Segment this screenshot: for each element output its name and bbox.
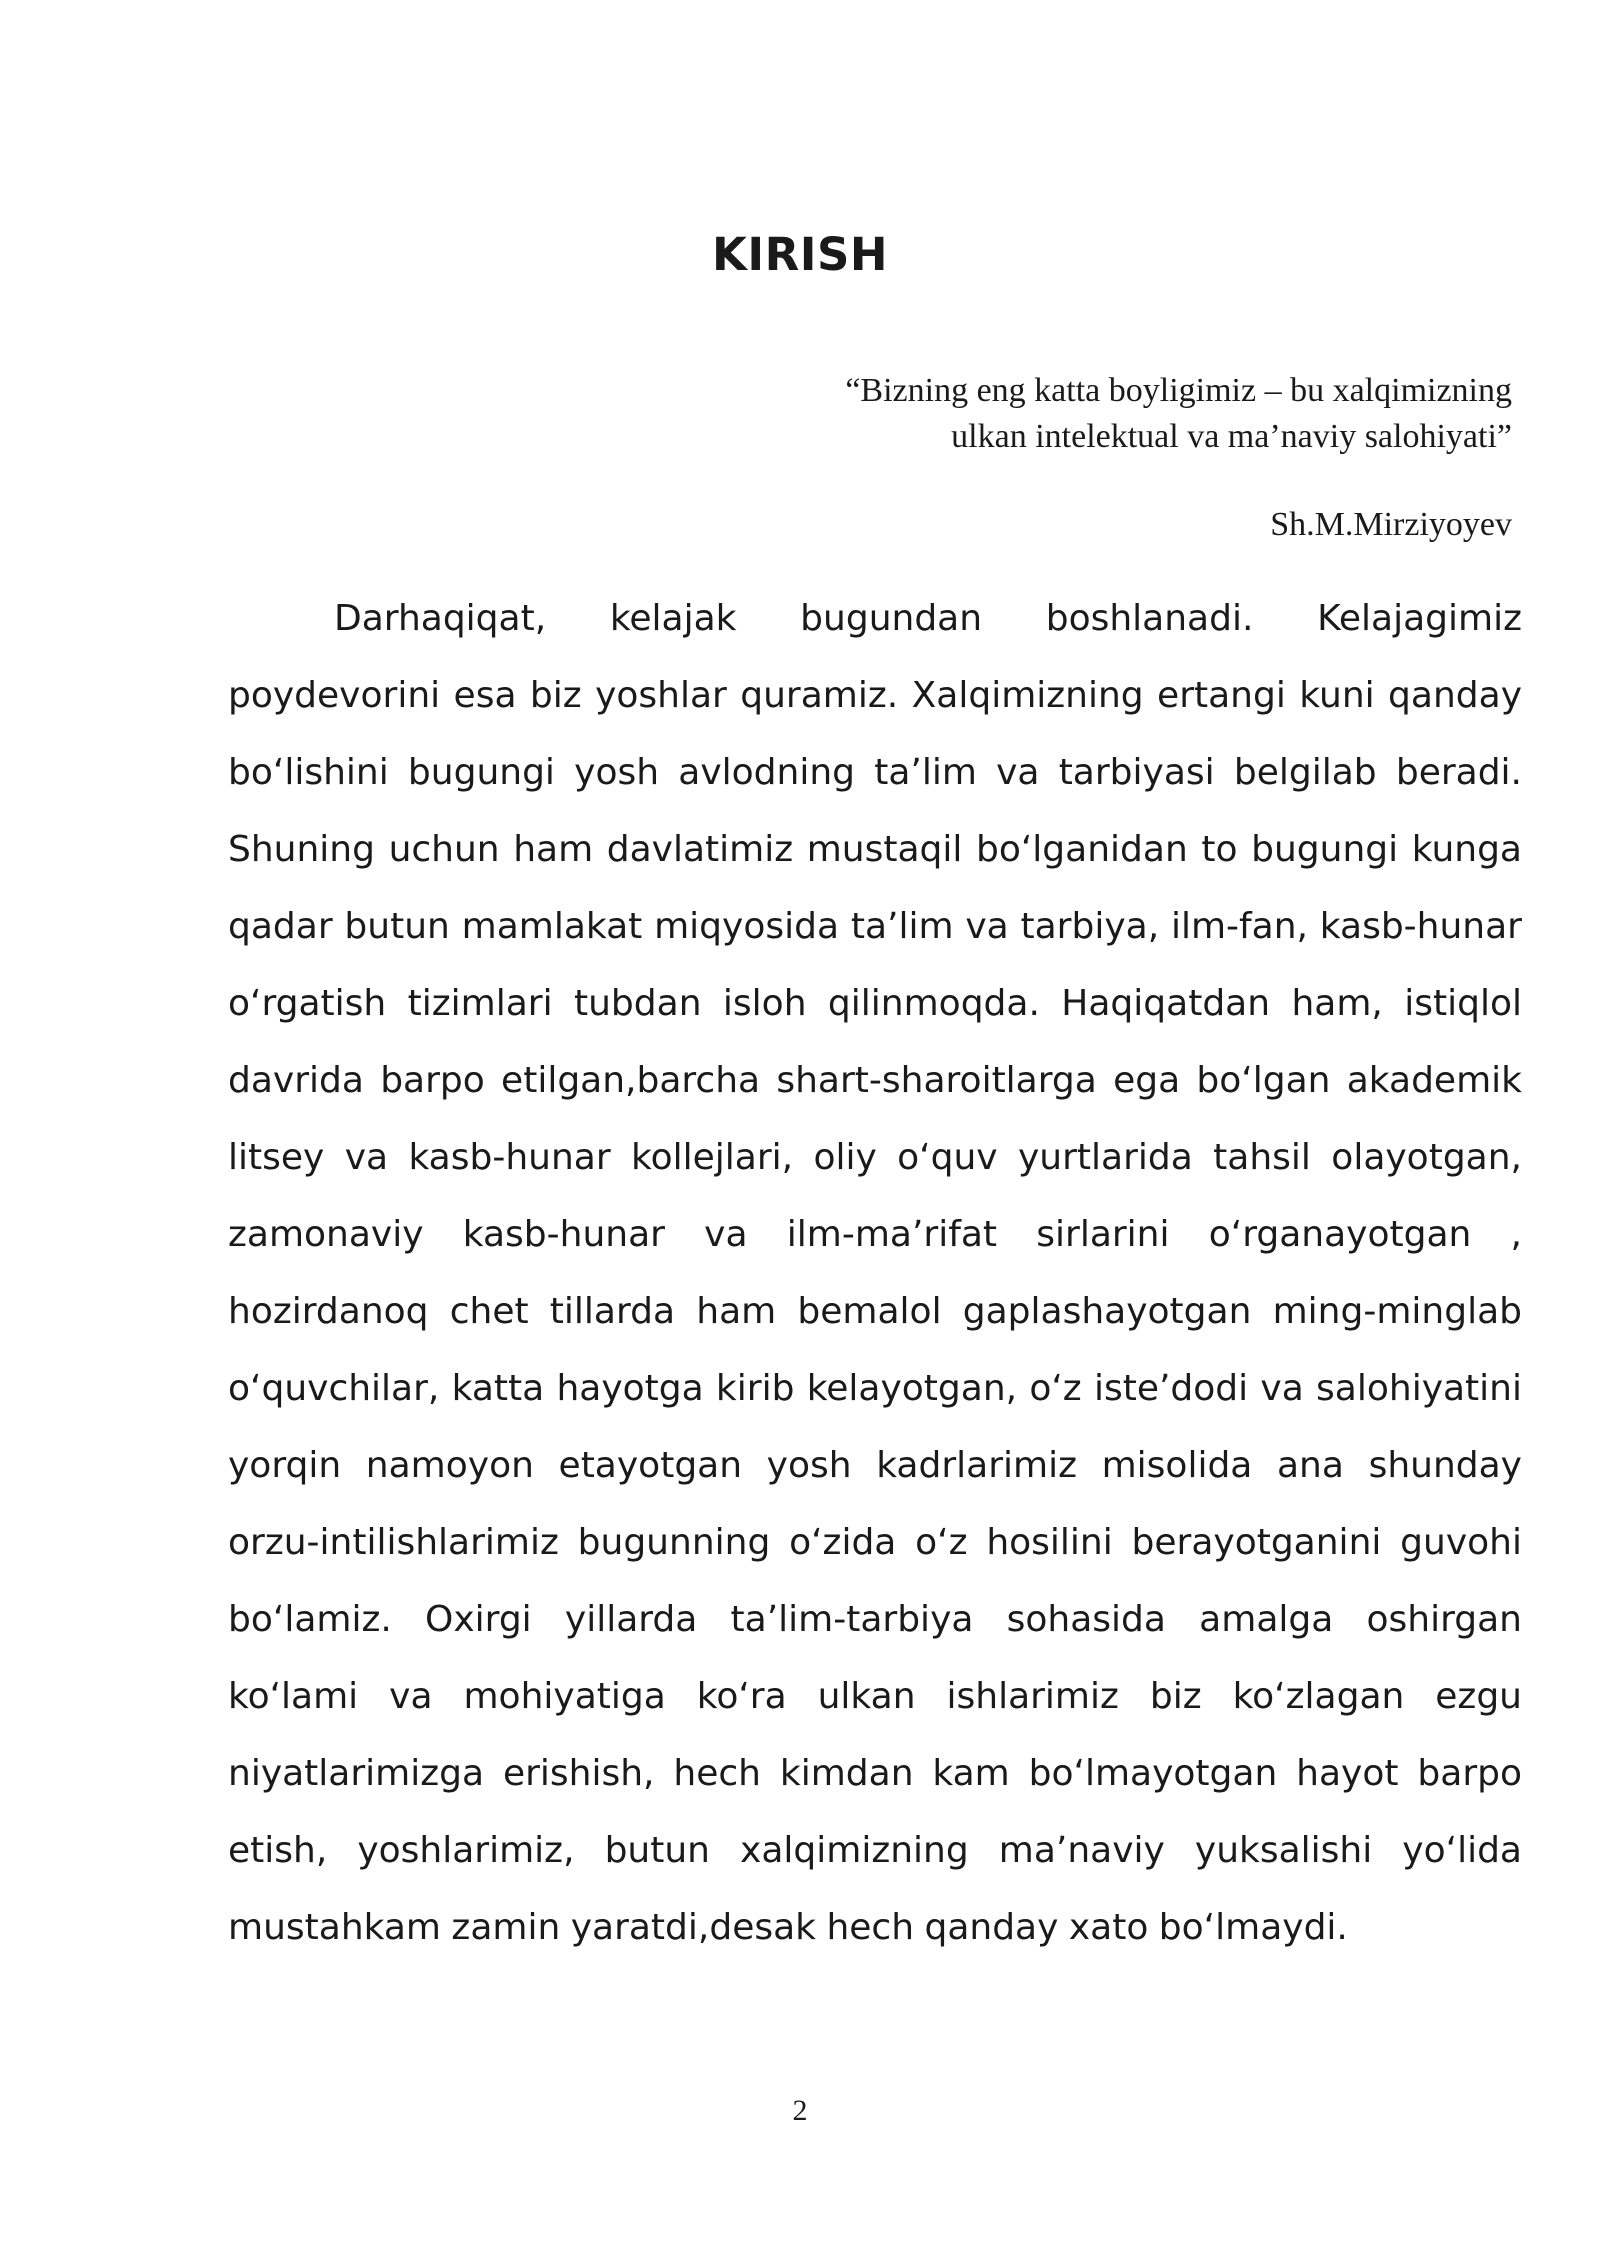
page-number: 2 — [792, 2094, 808, 2127]
epigraph-author: Sh.M.Mirziyoyev — [1270, 506, 1512, 543]
body-paragraph: Darhaqiqat, kelajak bugundan boshlanadi. Kelajagimiz poydevorini esa biz yoshlar quramiz. Xalqimizning ertangi kuni qanday bo‘lishini bugungi yosh avlodning ta’lim va tarbiyasi belgilab beradi. Shuning uchun ham davlatimiz mustaqil bo‘lganidan to bugungi kunga qadar butun mamlakat miqyosida ta’lim va tarbiya, ilm-fan, kasb-hunar o‘rgatish tizimlari tubdan isloh qilinmoqda. Haqiqatdan ham, istiqlol davrida barpo etilgan,barcha shart-sharoitlarga ega bo‘lgan akademik litsey va kasb-hunar kollejlari, oliy o‘quv yurtlarida tahsil olayotgan, zamonaviy kasb-hunar va ilm-ma’rifat sirlarini o‘rganayotgan , hozirdanoq chet tillarda ham bemalol gaplashayotgan ming-minglab o‘quvchilar, katta hayotga kirib kelayotgan, o‘z iste’dodi va salohiyatini yorqin namoyon etayotgan yosh kadrlarimiz misolida ana shunday orzu-intilishlarimiz bugunning o‘zida o‘z hosilini berayotganini guvohi bo‘lamiz. Oxirgi yillarda ta’lim-tarbiya sohasida amalga oshirgan ko‘lami va mohiyatiga ko‘ra ulkan ishlarimiz biz ko‘zlagan ezgu niyatlarimizga erishish, hech kimdan kam bo‘lmayotgan hayot barpo etish, yoshlarimiz, butun xalqimizning ma’naviy yuksalishi yo‘lida mustahkam zamin yaratdi,desak hech qanday xato bo‘lmaydi. — [228, 598, 1522, 1948]
epigraph-line: “Bizning eng katta boyligimiz – bu xalqimizning — [845, 372, 1512, 409]
epigraph-line: ulkan intelektual va ma’naviy salohiyati” — [951, 418, 1512, 455]
page-title: KIRISH — [711, 228, 889, 281]
epigraph-quote — [712, 368, 1512, 460]
